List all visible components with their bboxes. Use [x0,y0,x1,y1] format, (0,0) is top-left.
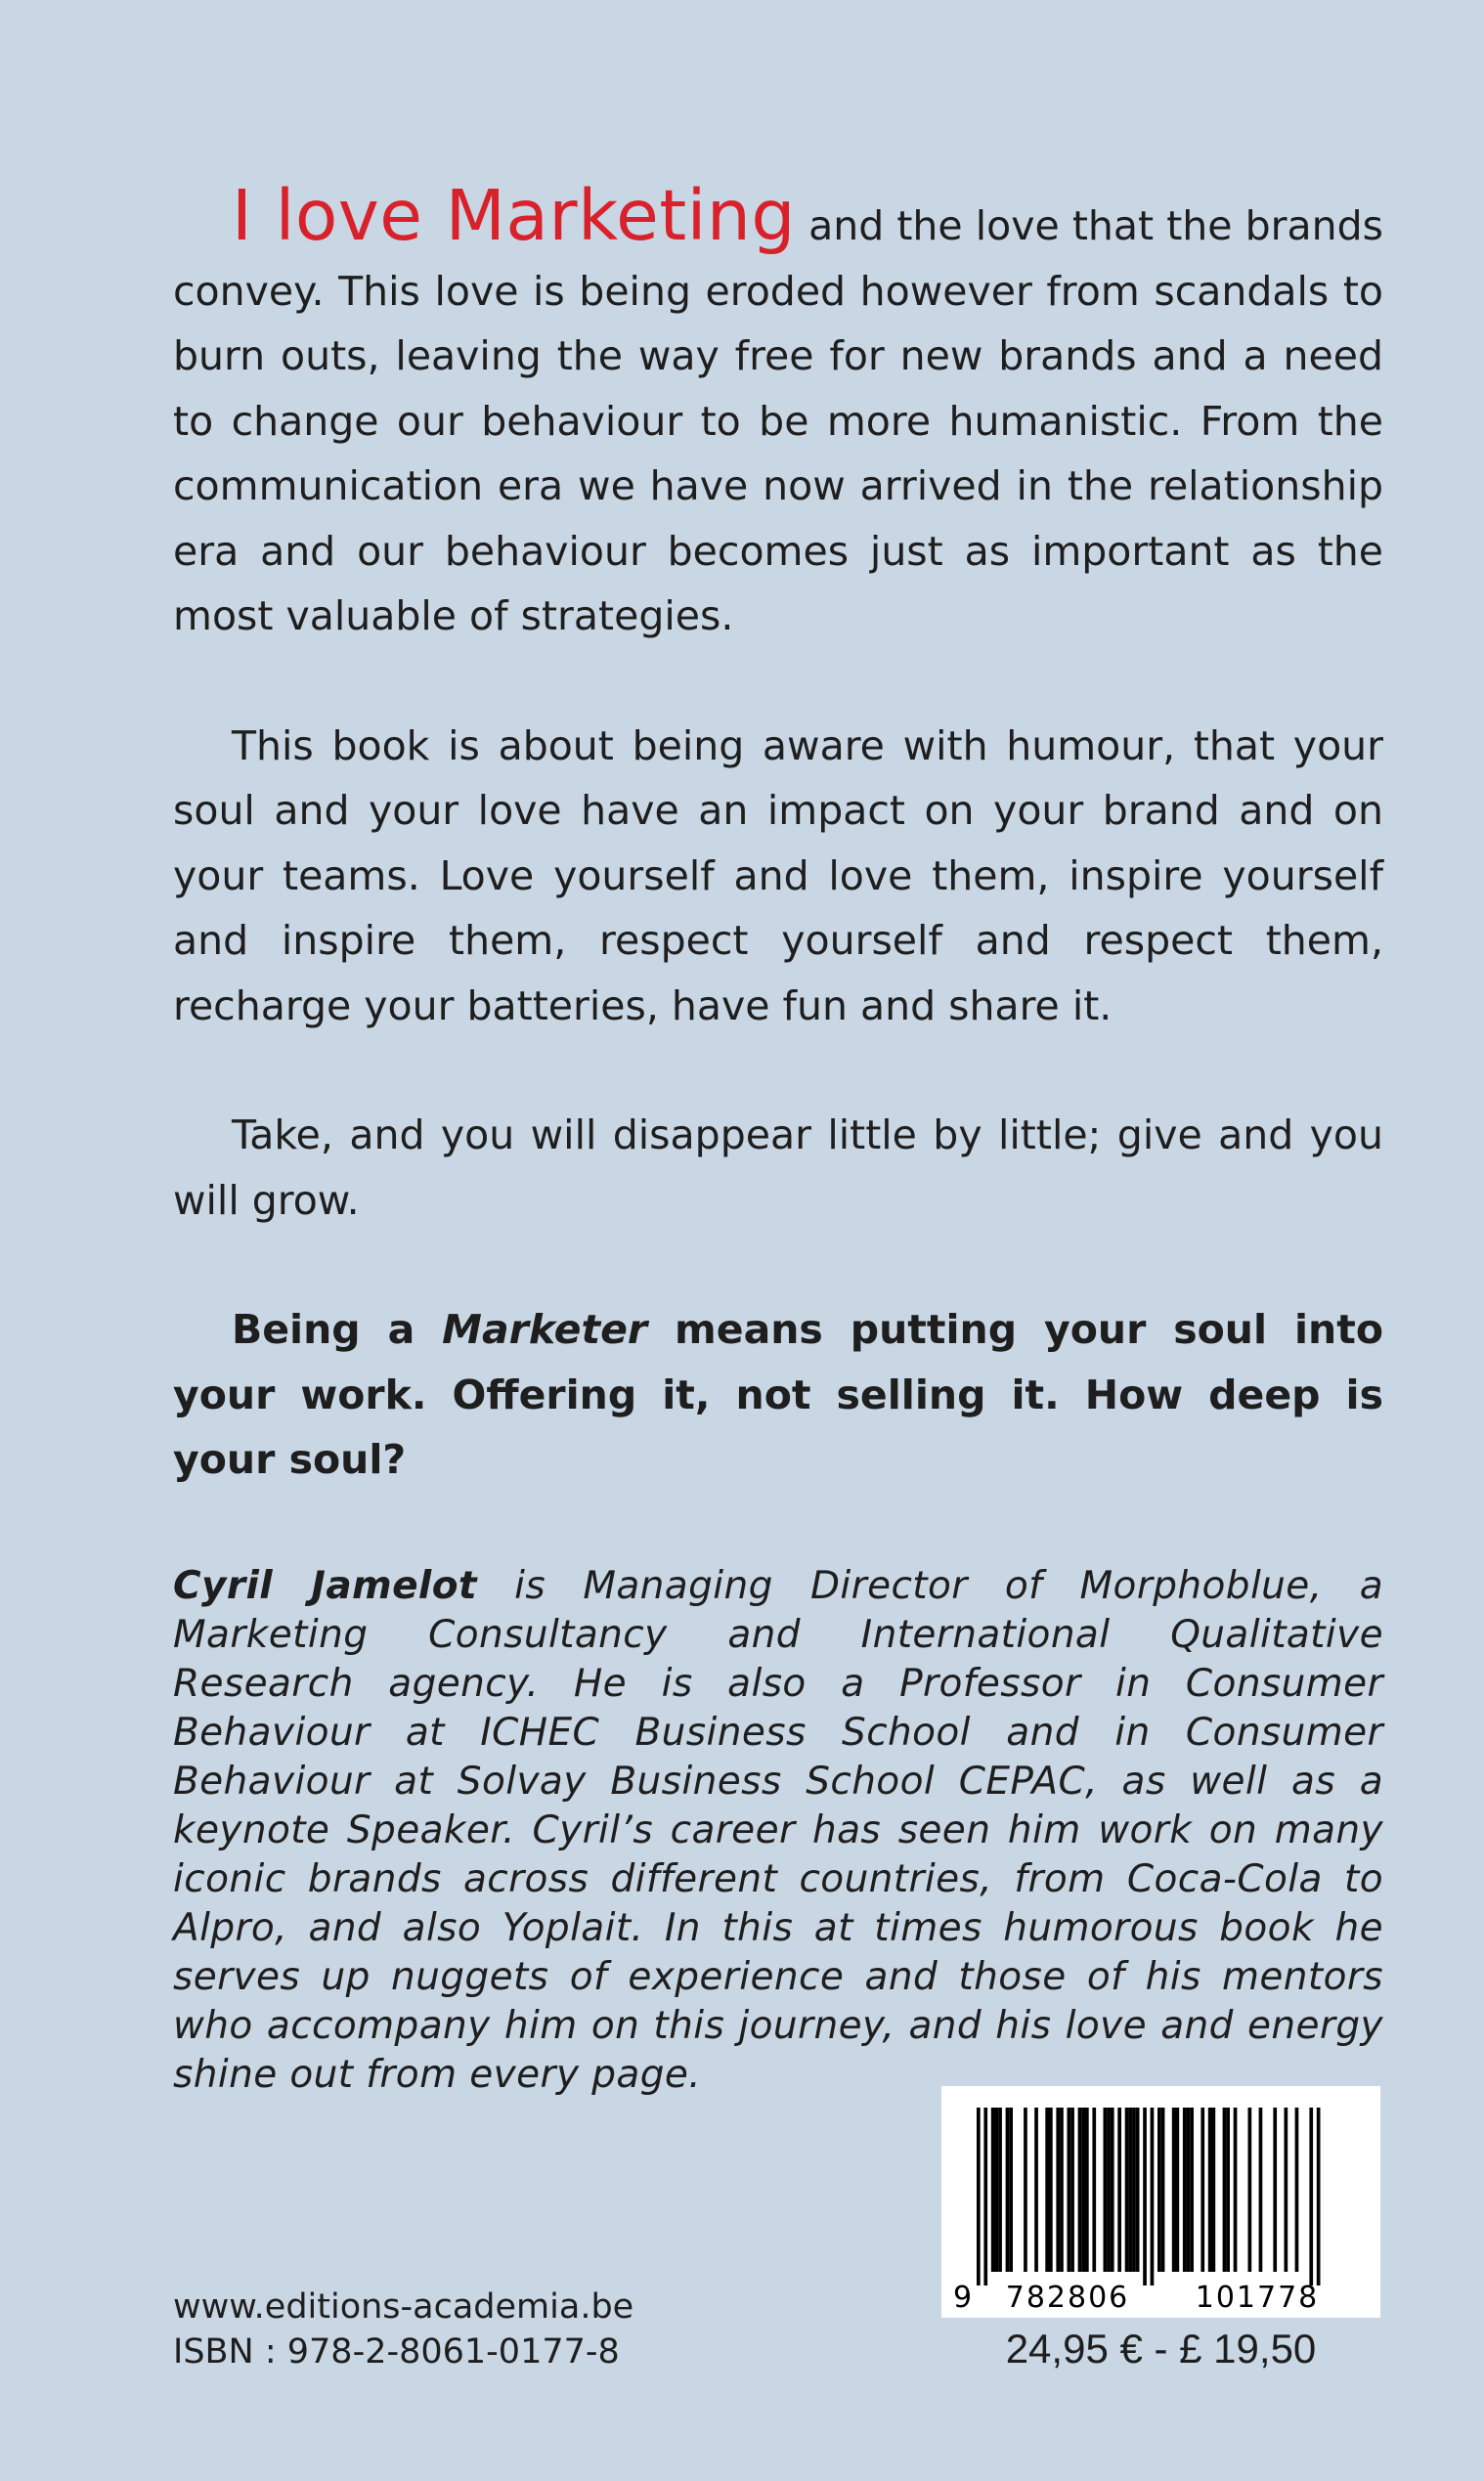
barcode-bar [1107,2108,1111,2272]
barcode-bar [998,2108,1002,2272]
barcode-bar [1070,2108,1074,2272]
barcode-bar [1285,2108,1288,2272]
publisher-info [173,2285,633,2374]
barcode-bar [1151,2108,1155,2285]
paragraph-3: Take, and you will disappear little by little; give and you will grow. [173,1111,1383,1224]
barcode-bar [1309,2108,1313,2285]
barcode-graphic [941,2086,1380,2318]
barcode-bar [1081,2108,1085,2272]
barcode-bar [1172,2108,1176,2272]
barcode-bar [1068,2108,1071,2272]
barcode-bar [1187,2108,1191,2272]
barcode-bar [1092,2108,1096,2272]
barcode-bar [1024,2108,1027,2272]
closing-prefix: Being a [232,1306,443,1353]
barcode-bar [1176,2108,1180,2272]
barcode-bar [1226,2108,1230,2272]
barcode-bar [1128,2108,1132,2272]
barcode-bars [977,2108,1321,2285]
barcode-bar [1117,2108,1121,2272]
barcode-first-digit: 9 [953,2281,973,2315]
barcode-bar [1034,2108,1038,2272]
author-bio-text: is Managing Director of Morphoblue, a Marketing Consultancy and International Qualitative Research agency. He is also a Professor in Consumer Behaviour at ICHEC Business School and in Consumer Behaviour at Solvay Business School CEPAC, as well as a keynote Speaker. Cyril’s career has seen him work on many iconic brands across different countries, from Coca-Cola to Alpro, and also Yoplait. In this at times humorous book he serves up nuggets of experience and those of his mentors who accompany him on this journey, and his love and energy shine out from every page. [173,1564,1383,2097]
barcode-bar [1111,2108,1114,2272]
barcode-bar [1190,2108,1194,2272]
barcode-bar [1049,2108,1053,2272]
barcode-bar [1009,2108,1013,2272]
intro-paragraph [173,175,1383,649]
website-link[interactable]: www.editions-academia.be [173,2287,634,2327]
barcode-bar [1200,2108,1204,2272]
barcode-bar [1056,2108,1060,2272]
barcode-bar [1136,2108,1140,2272]
price: 24,95 € - £ 19,50 [1005,2326,1317,2372]
barcode-bar [1295,2108,1299,2272]
barcode-bar [1273,2108,1277,2272]
barcode-bar [991,2108,995,2272]
barcode-bar [1208,2108,1212,2272]
barcode-bar [1006,2108,1010,2272]
closing-suffix: means putting your soul into your work. Offering it, not selling it. How deep is your soul? [173,1306,1383,1483]
barcode-bar [983,2108,987,2285]
barcode-bar [1212,2108,1216,2272]
author-name: Cyril Jamelot [173,1564,477,1608]
headline: I love Marketing [232,175,796,256]
author-bio [173,1562,1383,2100]
barcode-bar [1223,2108,1227,2272]
barcode-bar [1317,2108,1321,2285]
barcode-bar [1132,2108,1136,2272]
barcode-bar [1085,2108,1089,2272]
barcode-bar [1143,2108,1147,2285]
barcode-right-digits: 101778 [1195,2281,1320,2315]
barcode-left-digits: 782806 [1005,2281,1130,2315]
barcode-bar [1157,2108,1161,2272]
barcode [941,2086,1380,2318]
barcode-bar [977,2108,981,2285]
barcode-bar [1060,2108,1064,2272]
barcode-bar [1078,2108,1082,2272]
closing-emphasis: Marketer [442,1306,648,1353]
back-cover-text [173,175,1383,1493]
paragraph-2: This book is about being aware with humour, that your soul and your love have an impact on your brand and on your teams. Love yourself and love them, inspire yourself and inspire them, respect yourself and respect them, recharge your batteries, have fun and share it. [173,721,1383,1029]
barcode-bar [1125,2108,1129,2272]
intro-text: and the love that the brands convey. This love is being eroded however from scandals to burn outs, leaving the way free for new brands and a need to change our behaviour to be more humanistic. From the communication era we have now arrived in the relationship era and our behaviour becomes just as important as the most valuable of strategies. [173,202,1383,639]
barcode-bar [995,2108,999,2272]
barcode-bar [1248,2108,1252,2272]
barcode-bar [1259,2108,1263,2272]
barcode-bar [1104,2108,1108,2272]
closing-statement [173,1297,1383,1493]
barcode-bar [1161,2108,1165,2272]
barcode-bar [1045,2108,1049,2272]
isbn: ISBN : 978-2-8061-0177-8 [173,2332,620,2372]
barcode-bar [1183,2108,1187,2272]
barcode-bar [1234,2108,1238,2272]
